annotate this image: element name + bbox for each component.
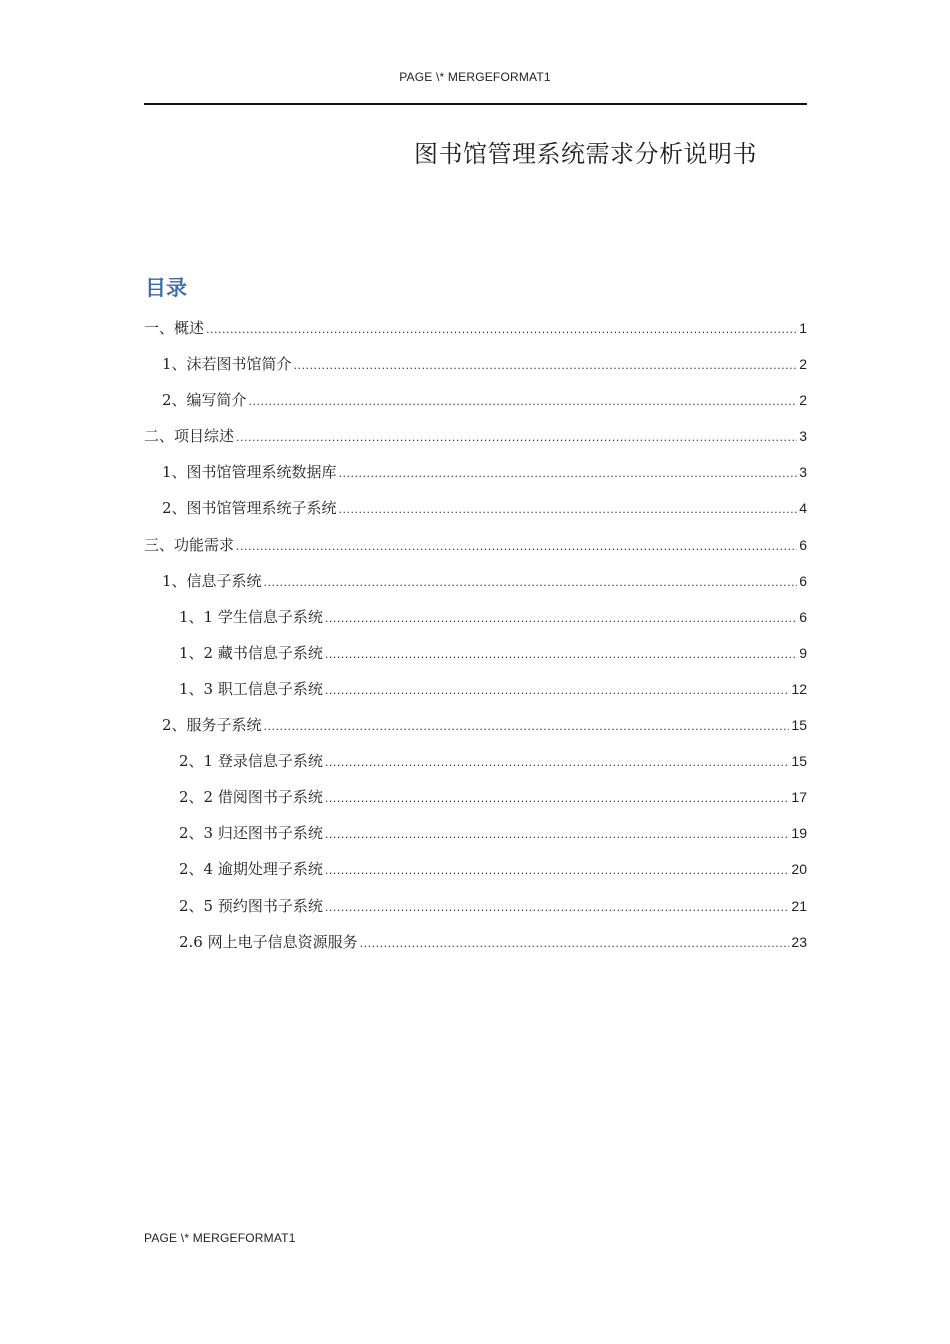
toc-entry-page-number: 19	[791, 825, 807, 842]
toc-entry-page-number: 6	[799, 608, 807, 625]
toc-dot-leader	[325, 792, 790, 805]
toc-entry[interactable]	[144, 678, 807, 714]
toc-entry-page-number: 15	[791, 717, 807, 734]
toc-entry[interactable]	[144, 642, 807, 678]
toc-dot-leader	[325, 828, 790, 841]
toc-entry-page-number: 2	[799, 356, 807, 373]
document-title: 图书馆管理系统需求分析说明书	[414, 140, 757, 168]
toc-entry-label: 2、2 借阅图书子系统	[179, 788, 323, 807]
toc-entry-page-number: 1	[799, 320, 807, 336]
toc-dot-leader	[236, 540, 797, 553]
toc-entry[interactable]	[144, 389, 807, 425]
toc-dot-leader	[249, 395, 798, 408]
toc-dot-leader	[360, 937, 790, 950]
toc-entry-page-number: 23	[791, 933, 807, 950]
footer-page-field: PAGE \* MERGEFORMAT1	[144, 1231, 296, 1245]
header-divider	[144, 103, 807, 105]
toc-dot-leader	[325, 756, 790, 769]
toc-entry-label: 2、1 登录信息子系统	[179, 752, 323, 771]
toc-entry-label: 2、服务子系统	[162, 716, 262, 735]
toc-entry-page-number: 3	[799, 464, 807, 481]
table-of-contents	[144, 317, 807, 967]
toc-entry[interactable]	[144, 317, 807, 353]
toc-entry[interactable]	[144, 534, 807, 570]
toc-entry-page-number: 9	[799, 644, 807, 661]
toc-dot-leader	[264, 576, 798, 589]
header-page-field: PAGE \* MERGEFORMAT1	[399, 70, 551, 84]
toc-heading: 目录	[145, 276, 187, 300]
toc-entry-label: 2.6 网上电子信息资源服务	[179, 932, 358, 951]
toc-dot-leader	[325, 612, 797, 625]
toc-entry-label: 三、功能需求	[144, 535, 235, 554]
toc-entry-page-number: 3	[799, 428, 807, 445]
toc-entry-label: 1、图书馆管理系统数据库	[162, 463, 337, 482]
toc-entry[interactable]	[144, 606, 807, 642]
toc-entry-page-number: 20	[791, 861, 807, 878]
toc-entry[interactable]	[144, 750, 807, 786]
toc-entry-page-number: 2	[799, 392, 807, 409]
toc-dot-leader	[325, 901, 790, 914]
toc-dot-leader	[264, 720, 790, 733]
toc-entry[interactable]	[144, 497, 807, 533]
toc-entry-label: 1、2 藏书信息子系统	[179, 643, 323, 662]
toc-entry-label: 2、编写简介	[162, 391, 247, 410]
toc-entry-label: 2、4 逾期处理子系统	[179, 860, 323, 879]
toc-dot-leader	[294, 359, 798, 372]
toc-entry-page-number: 17	[791, 789, 807, 806]
toc-entry-page-number: 6	[799, 536, 807, 553]
toc-entry-label: 1、信息子系统	[162, 571, 262, 590]
toc-entry[interactable]	[144, 895, 807, 931]
toc-entry-label: 一、概述	[144, 319, 205, 337]
toc-entry-label: 2、3 归还图书子系统	[179, 824, 323, 843]
toc-dot-leader	[339, 467, 798, 480]
toc-entry-label: 2、5 预约图书子系统	[179, 896, 323, 915]
toc-dot-leader	[206, 323, 797, 336]
toc-dot-leader	[236, 431, 797, 444]
toc-entry[interactable]	[144, 858, 807, 894]
toc-entry[interactable]	[144, 786, 807, 822]
toc-entry-page-number: 15	[791, 753, 807, 770]
toc-entry-page-number: 21	[791, 897, 807, 914]
toc-entry-label: 1、1 学生信息子系统	[179, 607, 323, 626]
toc-dot-leader	[325, 684, 790, 697]
toc-entry-page-number: 12	[791, 680, 807, 697]
toc-entry-label: 1、沫若图书馆简介	[162, 355, 292, 374]
toc-entry[interactable]	[144, 461, 807, 497]
toc-dot-leader	[339, 503, 798, 516]
toc-entry[interactable]	[144, 714, 807, 750]
toc-entry-page-number: 4	[799, 500, 807, 517]
toc-entry-label: 2、图书馆管理系统子系统	[162, 499, 337, 518]
toc-entry-page-number: 6	[799, 572, 807, 589]
toc-entry-label: 二、项目综述	[144, 427, 235, 446]
toc-entry[interactable]	[144, 425, 807, 461]
toc-entry[interactable]	[144, 822, 807, 858]
toc-entry-label: 1、3 职工信息子系统	[179, 679, 323, 698]
toc-entry[interactable]	[144, 353, 807, 389]
toc-entry[interactable]	[144, 931, 807, 967]
toc-dot-leader	[325, 864, 790, 877]
toc-dot-leader	[325, 648, 797, 661]
toc-entry[interactable]	[144, 570, 807, 606]
